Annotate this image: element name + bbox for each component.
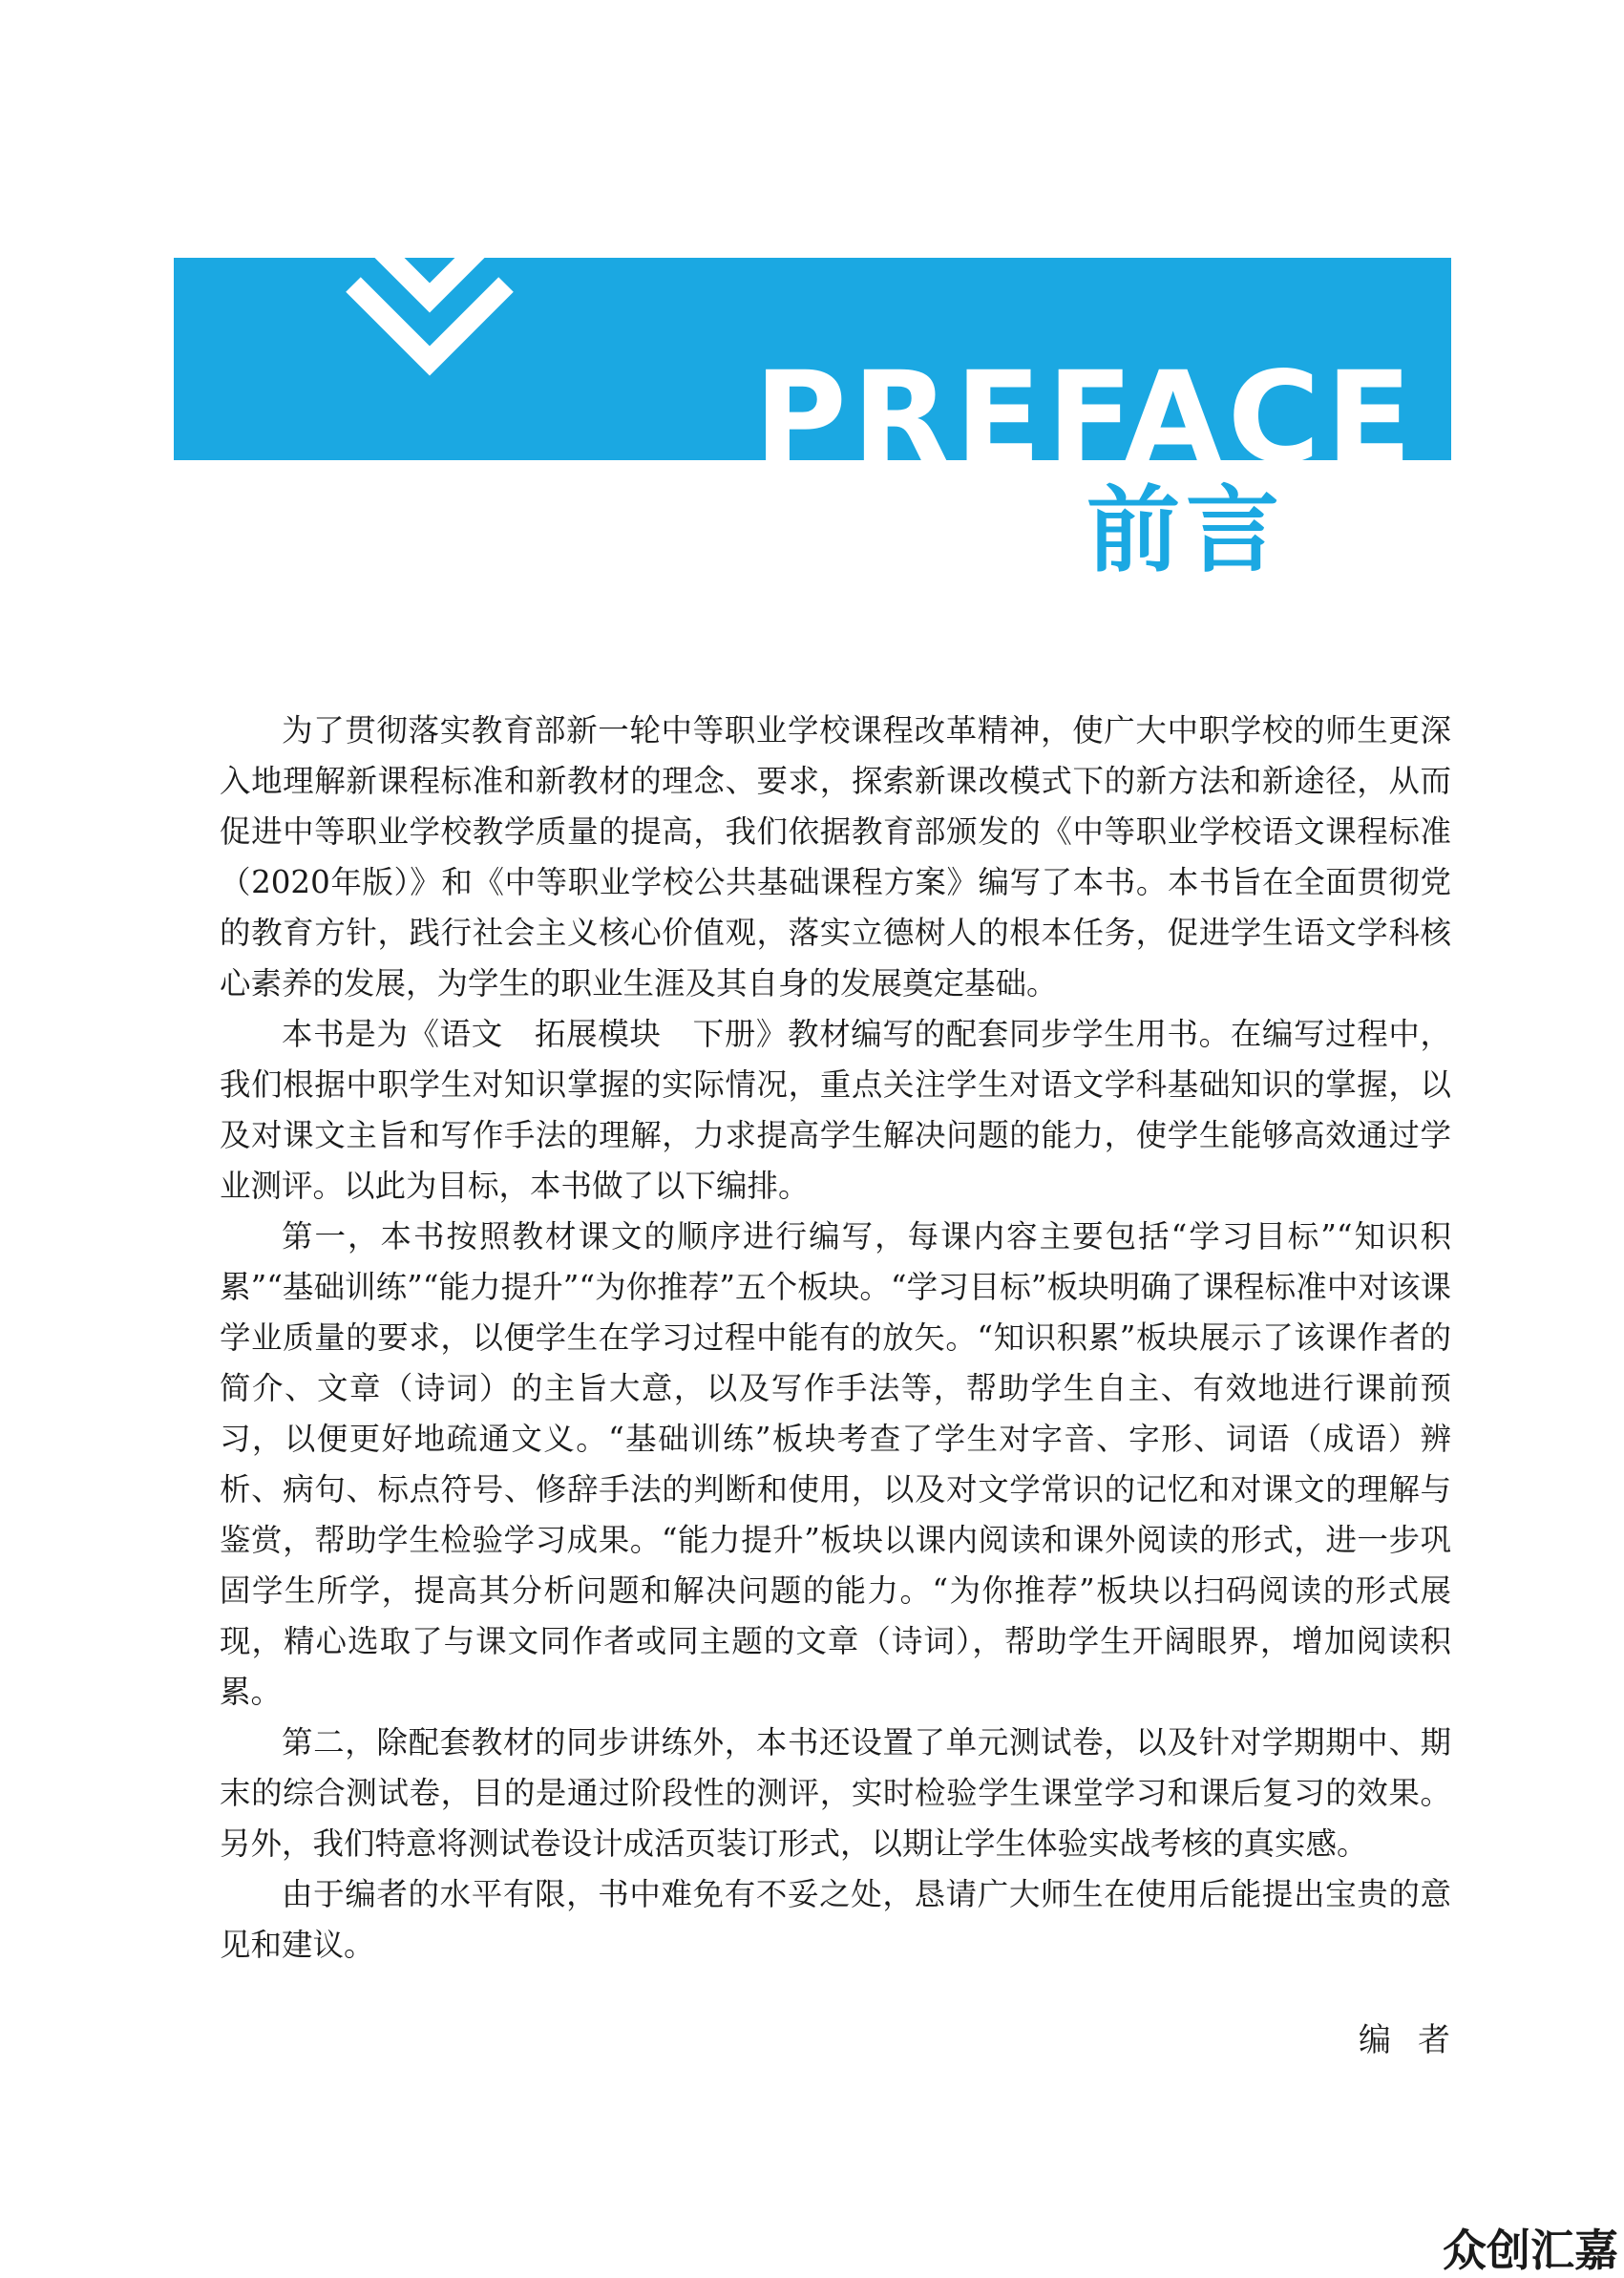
paragraph-5: 由于编者的水平有限，书中难免有不妥之处，恳请广大师生在使用后能提出宝贵的意见和建议。 [220, 1876, 1451, 1963]
publisher-watermark: 众创汇嘉 [1443, 2225, 1618, 2276]
paragraph-2: 本书是为《语文 拓展模块 下册》教材编写的配套同步学生用书。在编写过程中，我们根据中职学生对知识掌握的实际情况，重点关注学生对语文学科基础知识的掌握，以及对课文主旨和写作手法的理解，力求提高学生解决问题的能力，使学生能够高效通过学业测评。以此为目标，本书做了以下编排。 [220, 1016, 1451, 1204]
preface-body [220, 706, 1451, 1971]
double-chevron-down-icon [344, 212, 516, 384]
author-signature: 编者 [1359, 2021, 1477, 2059]
page-title-chinese: 前言 [1086, 476, 1286, 585]
paragraph-3: 第一，本书按照教材课文的顺序进行编写，每课内容主要包括“学习目标”“知识积累”“基础训练”“能力提升”“为你推荐”五个板块。“学习目标”板块明确了课程标准中对该课学业质量的要求，以便学生在学习过程中能有的放矢。“知识积累”板块展示了该课作者的简介、文章（诗词）的主旨大意，以及写作手法等，帮助学生自主、有效地进行课前预习，以便更好地疏通文义。“基础训练”板块考查了学生对字音、字形、词语（成语）辨析、病句、标点符号、修辞手法的判断和使用，以及对文学常识的记忆和对课文的理解与鉴赏，帮助学生检验学习成果。“能力提升”板块以课内阅读和课外阅读的形式，进一步巩固学生所学，提高其分析问题和解决问题的能力。“为你推荐”板块以扫码阅读的形式展现，精心选取了与课文同作者或同主题的文章（诗词），帮助学生开阔眼界，增加阅读积累。 [220, 1218, 1451, 1710]
paragraph-4: 第二，除配套教材的同步讲练外，本书还设置了单元测试卷，以及针对学期期中、期末的综合测试卷，目的是通过阶段性的测评，实时检验学生课堂学习和课后复习的效果。另外，我们特意将测试卷设计成活页装订形式，以期让学生体验实战考核的真实感。 [220, 1724, 1451, 1862]
paragraph-1: 为了贯彻落实教育部新一轮中等职业学校课程改革精神，使广大中职学校的师生更深入地理解新课程标准和新教材的理念、要求，探索新课改模式下的新方法和新途径，从而促进中等职业学校教学质量的提高，我们依据教育部颁发的《中等职业学校语文课程标准（2020年版）》和《中等职业学校公共基础课程方案》编写了本书。本书旨在全面贯彻党的教育方针，践行社会主义核心价值观，落实立德树人的根本任务，促进学生语文学科核心素养的发展，为学生的职业生涯及其自身的发展奠定基础。 [220, 712, 1451, 1002]
page-title-english: PREFACE [754, 345, 1418, 492]
